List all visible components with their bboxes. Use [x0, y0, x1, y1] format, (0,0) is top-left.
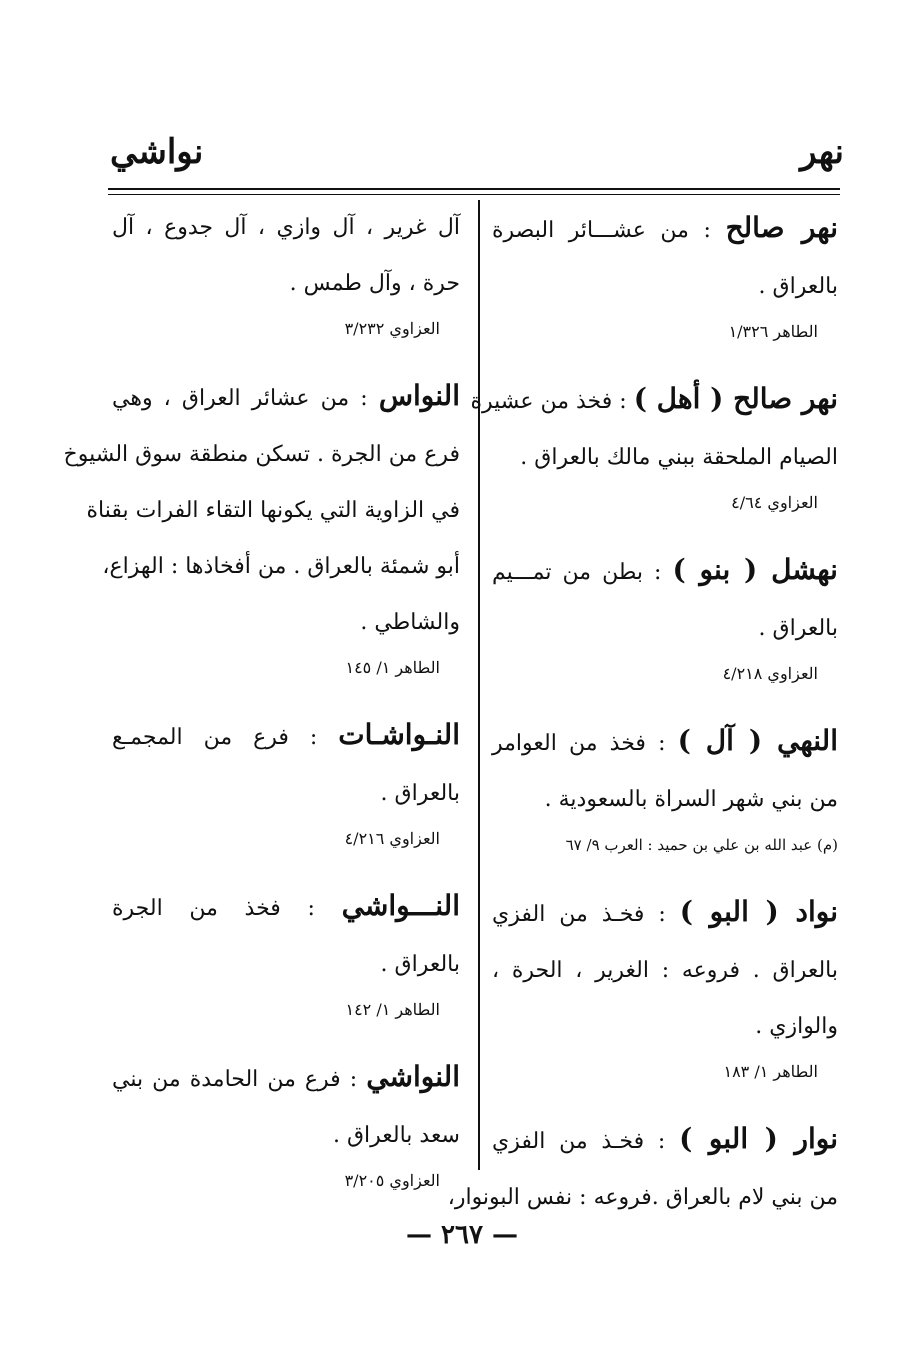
entry-line: [492, 713, 838, 772]
entry-line: [112, 1108, 460, 1164]
header-rule: [108, 188, 840, 190]
entry-text: : فخذ من العوامر: [492, 731, 666, 756]
entry-reference: الطاهر ١/ ١٨٣: [723, 1062, 818, 1081]
entry-text: : فرع من المجمـع: [112, 725, 318, 750]
running-head-right: نهر: [800, 132, 844, 172]
entry-headword: النهي ( آل ): [677, 724, 838, 757]
entry-line: [470, 371, 838, 430]
entry-text: : بطن من تمـــيم: [492, 560, 662, 585]
entry-line: [112, 937, 460, 993]
entry-reference: العزاوي ٤/٢١٨: [722, 664, 818, 683]
right-column: [447, 200, 839, 1226]
entry-text: بالعراق .: [380, 781, 460, 806]
entry-headword: النـواشـات: [338, 718, 460, 751]
entry-reference: العزاوي ٣/٢٣٢: [344, 319, 440, 338]
dictionary-entry: [112, 707, 460, 856]
entry-text: حرة ، وآل طمس .: [289, 271, 460, 296]
entry-line: [492, 772, 838, 828]
entry-line: [112, 707, 460, 766]
dictionary-entry: [447, 1111, 839, 1226]
entry-line: [112, 1049, 460, 1108]
entry-headword: النواس: [378, 379, 460, 412]
entry-reference: العزاوي ٣/٢٠٥: [344, 1171, 440, 1190]
entry-reference: الطاهر ١/ ١٤٢: [345, 1000, 440, 1019]
entry-line: [112, 595, 460, 651]
entry-text: بالعراق .: [758, 274, 838, 299]
page-number: — ٢٦٧ —: [405, 1220, 519, 1250]
dictionary-entry: [492, 542, 838, 691]
dictionary-entry: [112, 200, 460, 346]
entry-text: من بني شهر السراة بالسعودية .: [544, 787, 838, 812]
dictionary-entry: [112, 1049, 460, 1198]
entry-text: : فخذ من عشيرة: [470, 389, 627, 414]
entry-headword: النواشي: [366, 1060, 460, 1093]
entry-line: [492, 999, 838, 1055]
entry-headword: نهشل ( بنو ): [672, 553, 838, 586]
dictionary-entry: [492, 713, 838, 862]
column-divider: [478, 200, 480, 1170]
entry-line: [492, 943, 838, 999]
dictionary-entry: [492, 884, 838, 1089]
left-column: [63, 200, 460, 1220]
entry-text: أبو شمئة بالعراق . من أفخاذها : الهزاع،: [102, 554, 460, 579]
entry-line: [102, 539, 460, 595]
entry-text: بالعراق .: [380, 952, 460, 977]
dictionary-entry: [63, 368, 460, 685]
entry-headword: نهر صالح: [725, 211, 838, 244]
entry-reference: الطاهر ١/٣٢٦: [728, 322, 818, 341]
entry-text: آل غرير ، آل وازي ، آل جدوع ، آل: [112, 215, 460, 240]
header-rule-thin: [108, 194, 840, 195]
entry-line: [492, 542, 838, 601]
entry-line: [492, 884, 838, 943]
running-head-left: نواشي: [110, 132, 204, 172]
entry-line: [492, 430, 838, 486]
entry-text: الصيام الملحقة ببني مالك بالعراق .: [520, 445, 838, 470]
entry-text: سعد بالعراق .: [332, 1123, 460, 1148]
entry-reference: (م) عبد الله بن علي بن حميد : العرب ٩/ ٦٧: [565, 836, 838, 854]
dictionary-entry: [470, 371, 838, 520]
entry-headword: نوار ( البو ): [679, 1122, 839, 1155]
entry-text: والوازي .: [755, 1014, 838, 1039]
entry-text: بالعراق .: [758, 616, 838, 641]
entry-line: [492, 1111, 838, 1170]
entry-text: من بني لام بالعراق .فروعه : نفس البونوار،: [447, 1185, 838, 1210]
entry-text: : من عشائر العراق ، وهي: [112, 386, 368, 411]
dictionary-entry: [112, 878, 460, 1027]
entry-headword: نواد ( البو ): [679, 895, 838, 928]
entry-text: بالعراق . فروعه : الغرير ، الحرة ،: [492, 958, 838, 983]
entry-reference: الطاهر ١/ ١٤٥: [345, 658, 440, 677]
entry-reference: العزاوي ٤/٢١٦: [344, 829, 440, 848]
entry-line: [112, 200, 460, 256]
entry-line: [112, 368, 460, 427]
entry-reference: العزاوي ٤/٦٤: [731, 493, 818, 512]
entry-line: [492, 601, 838, 657]
entry-text: في الزاوية التي يكونها التقاء الفرات بقناة: [86, 498, 460, 523]
entry-line: [492, 259, 838, 315]
entry-line: [112, 766, 460, 822]
entry-line: [86, 483, 460, 539]
entry-text: : فخـذ من الفزي: [492, 1129, 666, 1154]
entry-line: [492, 200, 838, 259]
entry-text: والشاطي .: [360, 610, 460, 635]
entry-line: [447, 1170, 838, 1226]
entry-text: : فخذ من الجرة: [112, 896, 315, 921]
entry-line: [63, 427, 460, 483]
entry-text: : من عشـــائر البصرة: [492, 218, 711, 243]
dictionary-entry: [492, 200, 838, 349]
entry-headword: النـــواشي: [341, 889, 460, 922]
entry-line: [112, 256, 460, 312]
entry-headword: نهر صالح ( أهل ): [633, 382, 838, 415]
entry-text: : فرع من الحامدة من بني: [112, 1067, 358, 1092]
entry-text: فرع من الجرة . تسكن منطقة سوق الشيوخ: [63, 442, 460, 467]
entry-line: [112, 878, 460, 937]
entry-text: : فخـذ من الفزي: [492, 902, 666, 927]
